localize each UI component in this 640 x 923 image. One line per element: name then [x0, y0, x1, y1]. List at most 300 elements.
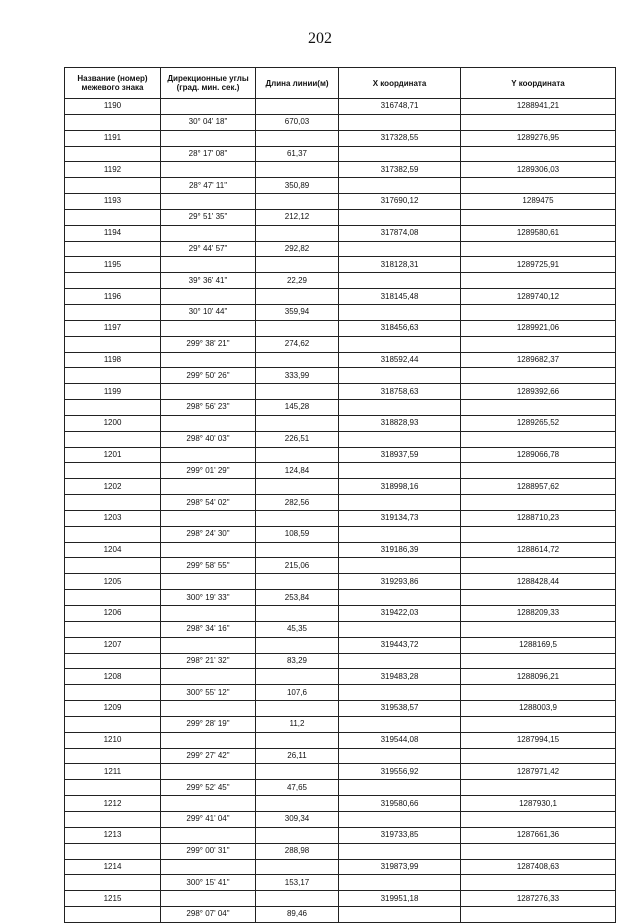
empty-cell [256, 637, 339, 653]
direction-angle: 299° 50' 26" [161, 368, 256, 384]
empty-cell [65, 685, 161, 701]
x-coordinate: 316748,71 [339, 99, 461, 115]
x-coordinate: 317328,55 [339, 130, 461, 146]
line-length: 226,51 [256, 431, 339, 447]
segment-row [65, 336, 616, 352]
empty-cell [65, 590, 161, 606]
line-length: 292,82 [256, 241, 339, 257]
table-body [65, 99, 616, 923]
empty-cell [161, 99, 256, 115]
empty-cell [461, 304, 616, 320]
empty-cell [256, 542, 339, 558]
empty-cell [339, 178, 461, 194]
empty-cell [161, 194, 256, 210]
empty-cell [256, 320, 339, 336]
x-coordinate: 319544,08 [339, 732, 461, 748]
line-length: 22,29 [256, 273, 339, 289]
empty-cell [339, 907, 461, 923]
point-name: 1207 [65, 637, 161, 653]
direction-angle: 298° 40' 03" [161, 431, 256, 447]
line-length: 359,94 [256, 304, 339, 320]
empty-cell [65, 811, 161, 827]
empty-cell [461, 209, 616, 225]
empty-cell [256, 194, 339, 210]
segment-row [65, 843, 616, 859]
segment-row [65, 304, 616, 320]
empty-cell [65, 780, 161, 796]
line-length: 107,6 [256, 685, 339, 701]
y-coordinate: 1289580,61 [461, 225, 616, 241]
boundary-coordinates-table [64, 67, 616, 923]
direction-angle: 299° 52' 45" [161, 780, 256, 796]
empty-cell [161, 669, 256, 685]
empty-cell [339, 780, 461, 796]
empty-cell [65, 336, 161, 352]
line-length: 11,2 [256, 716, 339, 732]
empty-cell [461, 907, 616, 923]
empty-cell [256, 99, 339, 115]
empty-cell [256, 891, 339, 907]
direction-angle: 298° 34' 16" [161, 621, 256, 637]
header-x: X координата [339, 68, 461, 99]
empty-cell [161, 130, 256, 146]
empty-cell [461, 875, 616, 891]
direction-angle: 300° 15' 41" [161, 875, 256, 891]
segment-row [65, 241, 616, 257]
segment-row [65, 907, 616, 923]
empty-cell [65, 621, 161, 637]
direction-angle: 298° 56' 23" [161, 400, 256, 416]
empty-cell [65, 304, 161, 320]
empty-cell [161, 637, 256, 653]
line-length: 212,12 [256, 209, 339, 225]
segment-row [65, 716, 616, 732]
line-length: 309,34 [256, 811, 339, 827]
x-coordinate: 319580,66 [339, 796, 461, 812]
point-row [65, 796, 616, 812]
y-coordinate: 1287971,42 [461, 764, 616, 780]
point-row [65, 194, 616, 210]
empty-cell [339, 114, 461, 130]
y-coordinate: 1288209,33 [461, 606, 616, 622]
segment-row [65, 875, 616, 891]
point-name: 1190 [65, 99, 161, 115]
point-name: 1213 [65, 827, 161, 843]
empty-cell [161, 732, 256, 748]
empty-cell [461, 621, 616, 637]
x-coordinate: 317874,08 [339, 225, 461, 241]
empty-cell [461, 241, 616, 257]
empty-cell [161, 257, 256, 273]
empty-cell [161, 891, 256, 907]
line-length: 274,62 [256, 336, 339, 352]
empty-cell [256, 669, 339, 685]
empty-cell [256, 796, 339, 812]
empty-cell [65, 273, 161, 289]
y-coordinate: 1288003,9 [461, 701, 616, 717]
y-coordinate: 1289475 [461, 194, 616, 210]
direction-angle: 28° 47' 11" [161, 178, 256, 194]
point-name: 1193 [65, 194, 161, 210]
x-coordinate: 318828,93 [339, 415, 461, 431]
direction-angle: 29° 44' 57" [161, 241, 256, 257]
y-coordinate: 1289276,95 [461, 130, 616, 146]
direction-angle: 299° 58' 55" [161, 558, 256, 574]
y-coordinate: 1289725,91 [461, 257, 616, 273]
line-length: 253,84 [256, 590, 339, 606]
empty-cell [161, 225, 256, 241]
empty-cell [339, 621, 461, 637]
direction-angle: 298° 54' 02" [161, 495, 256, 511]
direction-angle: 299° 01' 29" [161, 463, 256, 479]
empty-cell [339, 431, 461, 447]
y-coordinate: 1287994,15 [461, 732, 616, 748]
x-coordinate: 319483,28 [339, 669, 461, 685]
segment-row [65, 526, 616, 542]
header-name: Название (номер) межевого знака [65, 68, 161, 99]
segment-row [65, 811, 616, 827]
empty-cell [461, 431, 616, 447]
point-name: 1211 [65, 764, 161, 780]
empty-cell [461, 400, 616, 416]
point-name: 1205 [65, 574, 161, 590]
point-row [65, 510, 616, 526]
point-name: 1206 [65, 606, 161, 622]
line-length: 45,35 [256, 621, 339, 637]
point-name: 1210 [65, 732, 161, 748]
line-length: 47,65 [256, 780, 339, 796]
empty-cell [256, 574, 339, 590]
empty-cell [161, 162, 256, 178]
direction-angle: 299° 41' 04" [161, 811, 256, 827]
point-name: 1194 [65, 225, 161, 241]
x-coordinate: 318592,44 [339, 352, 461, 368]
empty-cell [161, 510, 256, 526]
point-row [65, 162, 616, 178]
y-coordinate: 1288169,5 [461, 637, 616, 653]
empty-cell [461, 716, 616, 732]
point-name: 1199 [65, 384, 161, 400]
empty-cell [161, 289, 256, 305]
point-name: 1198 [65, 352, 161, 368]
y-coordinate: 1288941,21 [461, 99, 616, 115]
empty-cell [461, 336, 616, 352]
x-coordinate: 317690,12 [339, 194, 461, 210]
empty-cell [161, 827, 256, 843]
x-coordinate: 318128,31 [339, 257, 461, 273]
empty-cell [161, 447, 256, 463]
empty-cell [339, 241, 461, 257]
empty-cell [161, 796, 256, 812]
point-row [65, 542, 616, 558]
x-coordinate: 319951,18 [339, 891, 461, 907]
empty-cell [256, 479, 339, 495]
header-row [65, 68, 616, 99]
empty-cell [256, 447, 339, 463]
empty-cell [461, 780, 616, 796]
segment-row [65, 114, 616, 130]
x-coordinate: 319186,39 [339, 542, 461, 558]
point-row [65, 827, 616, 843]
empty-cell [65, 178, 161, 194]
empty-cell [161, 764, 256, 780]
y-coordinate: 1288957,62 [461, 479, 616, 495]
empty-cell [461, 558, 616, 574]
x-coordinate: 319556,92 [339, 764, 461, 780]
empty-cell [339, 400, 461, 416]
empty-cell [256, 859, 339, 875]
direction-angle: 299° 38' 21" [161, 336, 256, 352]
empty-cell [339, 146, 461, 162]
y-coordinate: 1289682,37 [461, 352, 616, 368]
direction-angle: 30° 10' 44" [161, 304, 256, 320]
empty-cell [161, 606, 256, 622]
empty-cell [65, 146, 161, 162]
empty-cell [256, 289, 339, 305]
x-coordinate: 317382,59 [339, 162, 461, 178]
line-length: 282,56 [256, 495, 339, 511]
point-row [65, 859, 616, 875]
empty-cell [461, 748, 616, 764]
empty-cell [256, 510, 339, 526]
segment-row [65, 178, 616, 194]
point-row [65, 99, 616, 115]
point-row [65, 257, 616, 273]
y-coordinate: 1289066,78 [461, 447, 616, 463]
empty-cell [461, 653, 616, 669]
line-length: 145,28 [256, 400, 339, 416]
empty-cell [256, 257, 339, 273]
empty-cell [461, 590, 616, 606]
point-name: 1200 [65, 415, 161, 431]
empty-cell [339, 685, 461, 701]
y-coordinate: 1288428,44 [461, 574, 616, 590]
empty-cell [65, 653, 161, 669]
x-coordinate: 319422,03 [339, 606, 461, 622]
empty-cell [461, 146, 616, 162]
point-row [65, 352, 616, 368]
empty-cell [161, 415, 256, 431]
empty-cell [161, 479, 256, 495]
empty-cell [161, 352, 256, 368]
y-coordinate: 1288096,21 [461, 669, 616, 685]
line-length: 215,06 [256, 558, 339, 574]
point-row [65, 415, 616, 431]
point-name: 1208 [65, 669, 161, 685]
point-name: 1203 [65, 510, 161, 526]
y-coordinate: 1287276,33 [461, 891, 616, 907]
header-angle: Дирекционные углы (град. мин. сек.) [161, 68, 256, 99]
empty-cell [65, 114, 161, 130]
x-coordinate: 319733,85 [339, 827, 461, 843]
y-coordinate: 1289265,52 [461, 415, 616, 431]
empty-cell [256, 384, 339, 400]
point-row [65, 732, 616, 748]
direction-angle: 29° 51' 35" [161, 209, 256, 225]
x-coordinate: 318145,48 [339, 289, 461, 305]
x-coordinate: 319873,99 [339, 859, 461, 875]
empty-cell [256, 415, 339, 431]
empty-cell [65, 209, 161, 225]
empty-cell [161, 859, 256, 875]
line-length: 670,03 [256, 114, 339, 130]
point-row [65, 447, 616, 463]
segment-row [65, 653, 616, 669]
point-name: 1215 [65, 891, 161, 907]
empty-cell [65, 843, 161, 859]
empty-cell [461, 463, 616, 479]
empty-cell [65, 526, 161, 542]
line-length: 26,11 [256, 748, 339, 764]
header-length: Длина линии(м) [256, 68, 339, 99]
point-name: 1196 [65, 289, 161, 305]
page-number: 202 [308, 30, 332, 47]
empty-cell [256, 764, 339, 780]
empty-cell [461, 273, 616, 289]
empty-cell [65, 463, 161, 479]
line-length: 350,89 [256, 178, 339, 194]
point-row [65, 130, 616, 146]
line-length: 89,46 [256, 907, 339, 923]
empty-cell [161, 542, 256, 558]
direction-angle: 299° 27' 42" [161, 748, 256, 764]
empty-cell [339, 273, 461, 289]
segment-row [65, 463, 616, 479]
empty-cell [256, 827, 339, 843]
point-row [65, 289, 616, 305]
header-y: Y координата [461, 68, 616, 99]
segment-row [65, 400, 616, 416]
empty-cell [161, 320, 256, 336]
point-row [65, 637, 616, 653]
empty-cell [65, 368, 161, 384]
segment-row [65, 431, 616, 447]
empty-cell [65, 558, 161, 574]
empty-cell [339, 463, 461, 479]
empty-cell [339, 875, 461, 891]
point-name: 1191 [65, 130, 161, 146]
direction-angle: 298° 21' 32" [161, 653, 256, 669]
empty-cell [65, 495, 161, 511]
empty-cell [339, 209, 461, 225]
empty-cell [461, 811, 616, 827]
x-coordinate: 319538,57 [339, 701, 461, 717]
segment-row [65, 685, 616, 701]
empty-cell [461, 495, 616, 511]
y-coordinate: 1289392,66 [461, 384, 616, 400]
y-coordinate: 1287408,63 [461, 859, 616, 875]
x-coordinate: 319293,86 [339, 574, 461, 590]
direction-angle: 39° 36' 41" [161, 273, 256, 289]
empty-cell [256, 130, 339, 146]
empty-cell [339, 368, 461, 384]
empty-cell [65, 748, 161, 764]
y-coordinate: 1288710,23 [461, 510, 616, 526]
direction-angle: 300° 19' 33" [161, 590, 256, 606]
line-length: 153,17 [256, 875, 339, 891]
y-coordinate: 1287930,1 [461, 796, 616, 812]
y-coordinate: 1289921,06 [461, 320, 616, 336]
empty-cell [161, 574, 256, 590]
empty-cell [461, 114, 616, 130]
empty-cell [461, 526, 616, 542]
empty-cell [256, 701, 339, 717]
line-length: 61,37 [256, 146, 339, 162]
empty-cell [256, 606, 339, 622]
empty-cell [461, 368, 616, 384]
empty-cell [256, 162, 339, 178]
y-coordinate: 1287661,36 [461, 827, 616, 843]
segment-row [65, 780, 616, 796]
point-row [65, 606, 616, 622]
direction-angle: 299° 28' 19" [161, 716, 256, 732]
line-length: 108,59 [256, 526, 339, 542]
point-row [65, 764, 616, 780]
direction-angle: 298° 07' 04" [161, 907, 256, 923]
segment-row [65, 621, 616, 637]
point-name: 1197 [65, 320, 161, 336]
point-name: 1212 [65, 796, 161, 812]
empty-cell [339, 495, 461, 511]
segment-row [65, 273, 616, 289]
empty-cell [461, 685, 616, 701]
segment-row [65, 558, 616, 574]
x-coordinate: 318758,63 [339, 384, 461, 400]
line-length: 288,98 [256, 843, 339, 859]
segment-row [65, 748, 616, 764]
empty-cell [65, 875, 161, 891]
empty-cell [65, 431, 161, 447]
point-name: 1195 [65, 257, 161, 273]
y-coordinate: 1289740,12 [461, 289, 616, 305]
empty-cell [65, 400, 161, 416]
empty-cell [339, 558, 461, 574]
segment-row [65, 146, 616, 162]
empty-cell [161, 701, 256, 717]
point-row [65, 384, 616, 400]
empty-cell [65, 907, 161, 923]
empty-cell [339, 716, 461, 732]
x-coordinate: 319443,72 [339, 637, 461, 653]
point-row [65, 701, 616, 717]
x-coordinate: 318456,63 [339, 320, 461, 336]
empty-cell [339, 811, 461, 827]
point-name: 1202 [65, 479, 161, 495]
line-length: 333,99 [256, 368, 339, 384]
point-name: 1192 [65, 162, 161, 178]
empty-cell [65, 241, 161, 257]
point-row [65, 479, 616, 495]
x-coordinate: 318937,59 [339, 447, 461, 463]
x-coordinate: 319134,73 [339, 510, 461, 526]
segment-row [65, 495, 616, 511]
empty-cell [461, 843, 616, 859]
y-coordinate: 1288614,72 [461, 542, 616, 558]
point-name: 1201 [65, 447, 161, 463]
segment-row [65, 209, 616, 225]
empty-cell [339, 748, 461, 764]
line-length: 83,29 [256, 653, 339, 669]
direction-angle: 300° 55' 12" [161, 685, 256, 701]
point-row [65, 669, 616, 685]
direction-angle: 28° 17' 08" [161, 146, 256, 162]
y-coordinate: 1289306,03 [461, 162, 616, 178]
empty-cell [339, 304, 461, 320]
direction-angle: 298° 24' 30" [161, 526, 256, 542]
empty-cell [256, 352, 339, 368]
point-row [65, 225, 616, 241]
point-name: 1204 [65, 542, 161, 558]
